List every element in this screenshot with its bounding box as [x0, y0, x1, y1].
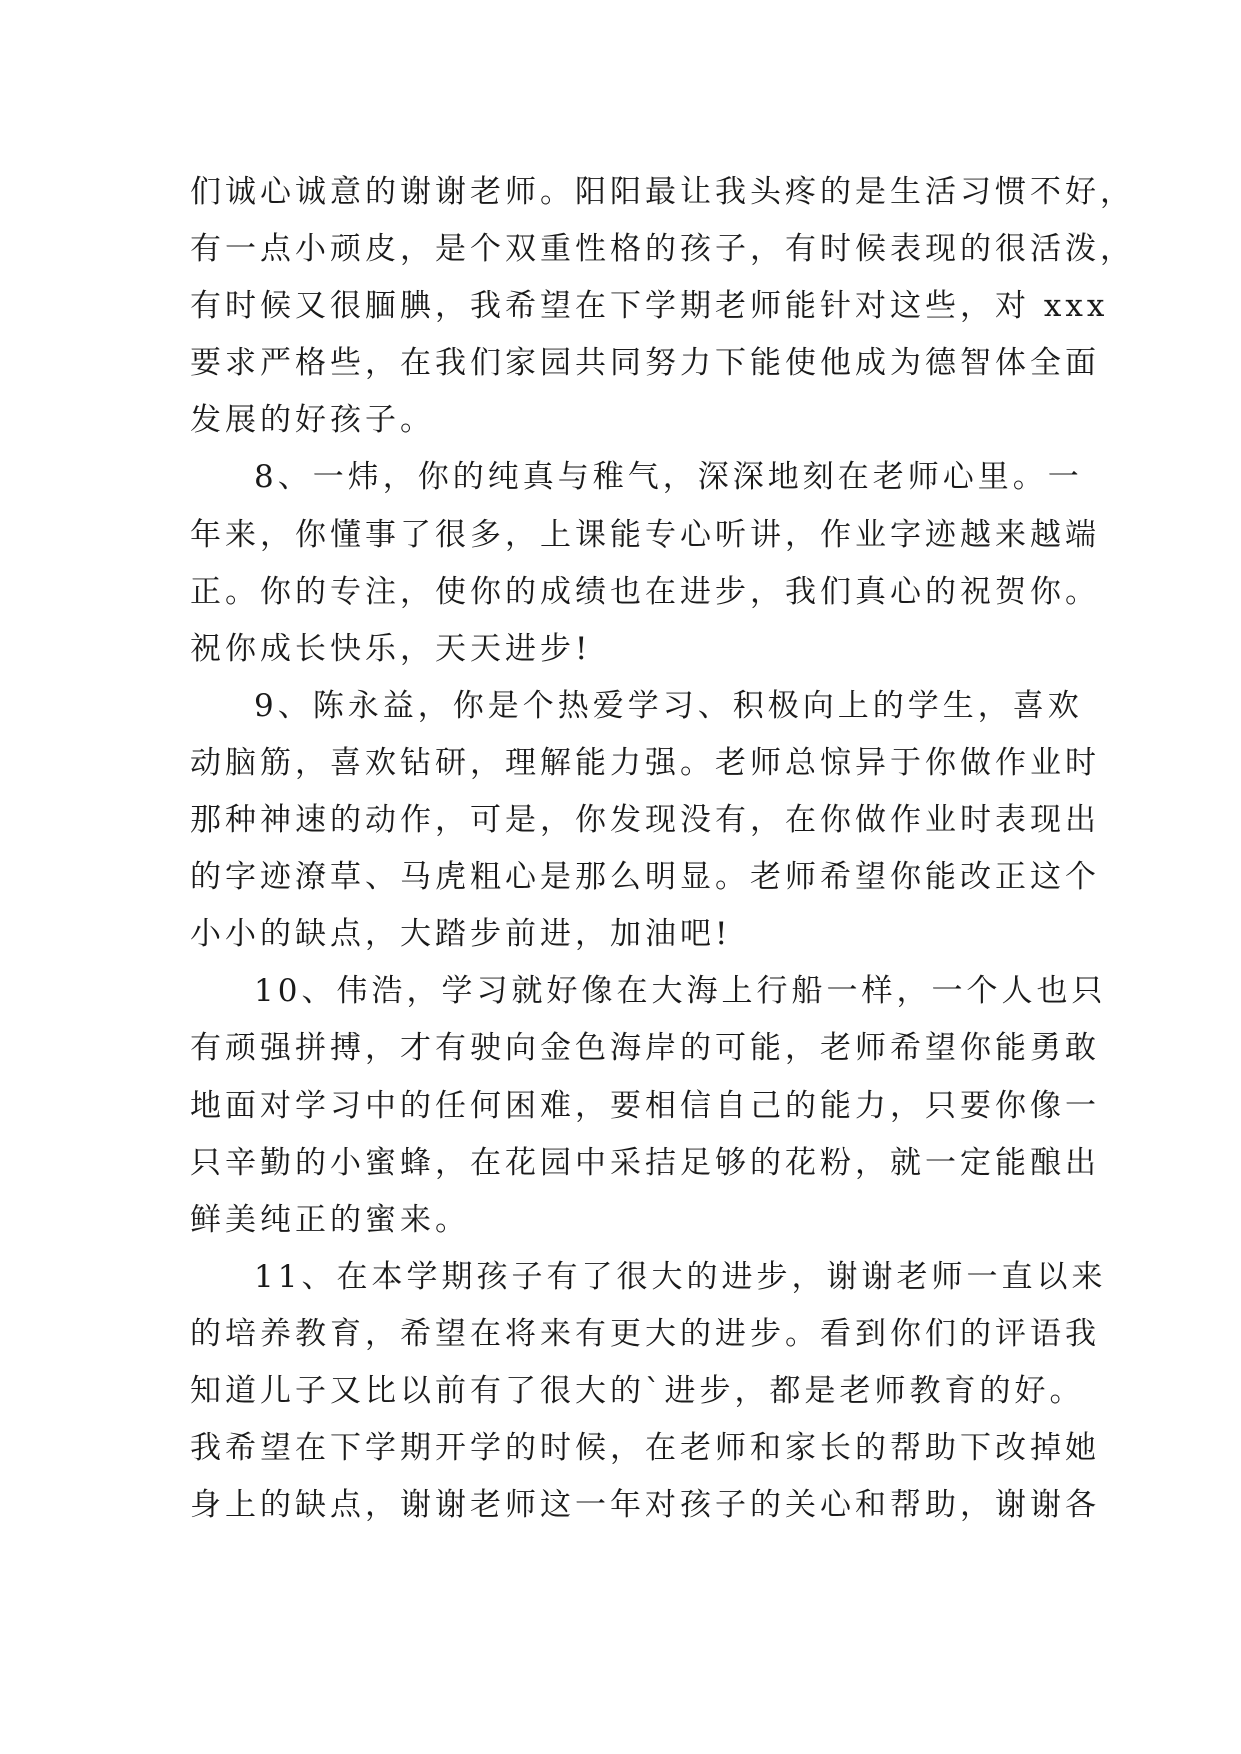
- paragraph-first-line: 11、在本学期孩子有了很大的进步，谢谢老师一直以来: [254, 1258, 1107, 1295]
- text-line: 鲜美纯正的蜜来。: [190, 1201, 470, 1238]
- text-line: 有顽强拼搏，才有驶向金色海岸的可能，老师希望你能勇敢: [190, 1030, 1100, 1067]
- text-line: 地面对学习中的任何困难，要相信自己的能力，只要你像一: [190, 1087, 1100, 1124]
- text-line: 有一点小顽皮，是个双重性格的孩子，有时候表现的很活泼，: [190, 231, 1135, 268]
- text-line: 正。你的专注，使你的成绩也在进步，我们真心的祝贺你。: [190, 573, 1100, 610]
- text-line: 发展的好孩子。: [190, 402, 435, 439]
- text-line: 动脑筋，喜欢钻研，理解能力强。老师总惊异于你做作业时: [190, 744, 1100, 781]
- text-line: 年来，你懂事了很多，上课能专心听讲，作业字迹越来越端: [190, 516, 1100, 553]
- text-line: 知道儿子又比以前有了很大的`进步，都是老师教育的好。: [190, 1372, 1085, 1409]
- text-line: 的培养教育，希望在将来有更大的进步。看到你们的评语我: [190, 1315, 1100, 1352]
- text-line: 那种神速的动作，可是，你发现没有，在你做作业时表现出: [190, 802, 1100, 839]
- text-line: 我希望在下学期开学的时候，在老师和家长的帮助下改掉她: [190, 1430, 1100, 1467]
- paragraph-first-line: 8、一炜，你的纯真与稚气，深深地刻在老师心里。一: [254, 459, 1083, 496]
- paragraph-first-line: 10、伟浩，学习就好像在大海上行船一样，一个人也只: [254, 973, 1107, 1010]
- text-line: 有时候又很腼腆，我希望在下学期老师能针对这些，对 xxx: [190, 288, 1109, 325]
- document-body: [190, 164, 1135, 1534]
- text-line: 要求严格些，在我们家园共同努力下能使他成为德智体全面: [190, 345, 1100, 382]
- paragraph-first-line: 9、陈永益，你是个热爱学习、积极向上的学生，喜欢: [254, 687, 1083, 724]
- text-line: 祝你成长快乐，天天进步!: [190, 630, 592, 667]
- text-line: 小小的缺点，大踏步前进，加油吧!: [190, 916, 732, 953]
- text-line: 的字迹潦草、马虎粗心是那么明显。老师希望你能改正这个: [190, 859, 1100, 896]
- text-line: 们诚心诚意的谢谢老师。阳阳最让我头疼的是生活习惯不好，: [190, 174, 1135, 210]
- text-line: 只辛勤的小蜜蜂，在花园中采拮足够的花粉，就一定能酿出: [190, 1144, 1100, 1181]
- text-line: 身上的缺点，谢谢老师这一年对孩子的关心和帮助，谢谢各: [190, 1487, 1100, 1524]
